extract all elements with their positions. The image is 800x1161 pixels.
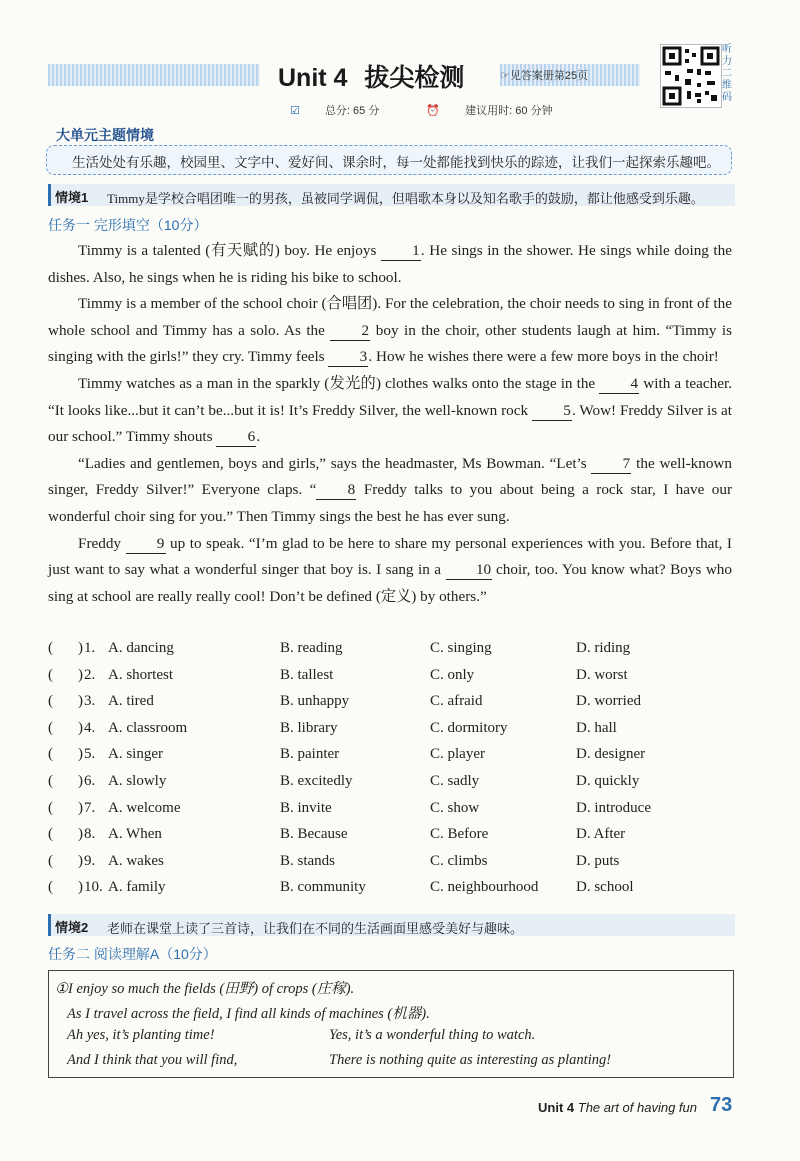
answer-paren-open[interactable]: ( (48, 719, 53, 736)
header-bar-left (48, 64, 260, 86)
scene-2-text: 老师在课堂上读了三首诗，让我们在不同的生活画面里感受美好与趣味。 (107, 921, 524, 936)
question-number: 9. (84, 852, 96, 869)
checkbox-icon: ☑ (290, 105, 300, 117)
blank-10[interactable]: 10 (446, 561, 492, 580)
pointer-icon: ☞ (500, 70, 510, 82)
blank-1[interactable]: 1 (381, 242, 421, 261)
test-meta (290, 102, 597, 118)
question-row (48, 773, 748, 797)
option-d[interactable]: D. worried (576, 693, 641, 710)
answer-paren-close: ) (78, 746, 83, 763)
answer-paren-open[interactable]: ( (48, 640, 53, 656)
footer-title: The art of having fun (577, 1100, 697, 1115)
option-d[interactable]: D. hall (576, 719, 617, 736)
option-b[interactable]: B. Because (280, 826, 348, 843)
page-header (0, 0, 800, 130)
qr-code[interactable] (660, 44, 722, 108)
footer-unit: Unit 4 (538, 1100, 575, 1115)
option-c[interactable]: C. sadly (430, 773, 480, 789)
option-d[interactable]: D. After (576, 826, 626, 843)
answer-paren-close: ) (78, 666, 83, 683)
unit-test-title: 拔尖检测 (364, 64, 465, 92)
answer-paren-open[interactable]: ( (48, 773, 53, 789)
option-b[interactable]: B. tallest (280, 666, 334, 683)
question-row (48, 879, 748, 903)
question-row (48, 667, 748, 691)
blank-4[interactable]: 4 (599, 375, 639, 394)
question-number: 5. (84, 746, 96, 763)
answer-paren-close: ) (78, 852, 83, 869)
answer-reference: ☞见答案册第25页 (500, 70, 589, 82)
question-row (48, 693, 748, 717)
answer-paren-close: ) (78, 773, 83, 789)
option-c[interactable]: C. player (430, 746, 485, 763)
option-b[interactable]: B. stands (280, 852, 336, 869)
answer-paren-close: ) (78, 879, 83, 896)
option-b[interactable]: B. invite (280, 799, 332, 816)
option-d[interactable]: D. quickly (576, 773, 640, 789)
paragraph-1: Timmy is a talented (有天赋的) boy. He enjoys 1. He sings in the shower. He sings while doing the dishes. Also, he sings when he is riding his bike to school. (48, 242, 732, 286)
suggested-time: ⏰ 建议用时: 60 分钟 (426, 105, 553, 117)
page-number: 73 (710, 1094, 733, 1116)
option-d[interactable]: D. riding (576, 640, 631, 656)
question-number: 8. (84, 826, 96, 843)
option-a[interactable]: A. dancing (108, 640, 174, 656)
answer-paren-open[interactable]: ( (48, 693, 53, 710)
qr-code-icon (661, 45, 721, 107)
poem-line-3b: Yes, it’s a wonderful thing to watch. (329, 1027, 536, 1043)
answer-paren-close: ) (78, 640, 83, 656)
theme-label: 大单元主题情境 (56, 127, 154, 143)
blank-2[interactable]: 2 (330, 322, 370, 341)
option-c[interactable]: C. neighbourhood (430, 879, 539, 896)
answer-paren-close: ) (78, 826, 83, 843)
option-d[interactable]: D. designer (576, 746, 646, 763)
option-a[interactable]: A. tired (108, 693, 154, 710)
blank-5[interactable]: 5 (532, 402, 572, 421)
page-footer (538, 1100, 697, 1115)
page-title (278, 58, 464, 94)
scene-1-label: 情境1 (55, 190, 89, 205)
paragraph-5: Freddy 9 up to speak. “I’m glad to be here to share my personal experiences with you. Before that, I just want to say what a wonderful singer that boy is. I sang in a 10 choir, too. You know what? Boys who sing at school are really really cool! Don’t be defined (定义) by others.” (48, 534, 732, 605)
option-a[interactable]: A. shortest (108, 666, 173, 683)
option-a[interactable]: A. family (108, 879, 166, 896)
question-row (48, 800, 748, 824)
question-number: 6. (84, 773, 96, 789)
poem-line-4a: And I think that you will find, (67, 1052, 238, 1068)
theme-text: 生活处处有乐趣，校园里、文字中、爱好间、课余时，每一处都能找到快乐的踪迹，让我们一起探索乐趣吧。 (72, 155, 720, 170)
question-number: 7. (84, 799, 96, 816)
clock-icon: ⏰ (426, 105, 441, 117)
option-d[interactable]: D. puts (576, 852, 620, 869)
option-b[interactable]: B. library (280, 719, 338, 736)
poem-line-3a: Ah yes, it’s planting time! (67, 1027, 215, 1043)
option-a[interactable]: A. singer (108, 746, 163, 763)
option-d[interactable]: D. introduce (576, 799, 651, 816)
option-b[interactable]: B. reading (280, 640, 343, 656)
option-d[interactable]: D. school (576, 879, 634, 896)
question-number: 2. (84, 666, 96, 683)
poem-line-2: As I travel across the field, I find all kinds of machines (机器). (67, 1006, 430, 1022)
answer-paren-open[interactable]: ( (48, 879, 53, 896)
option-c[interactable]: C. Before (430, 826, 489, 843)
blank-7[interactable]: 7 (591, 455, 631, 474)
question-row (48, 826, 748, 850)
task-2-label: 任务二 阅读理解A（10分） (48, 946, 217, 962)
paragraph-4: “Ladies and gentlemen, boys and girls,” says the headmaster, Ms Bowman. “Let’s 7 the well-known singer, Freddy Silver!” Everyone claps. “ 8 Freddy talks to you about being a rock star, I have our wonderful choir sing for you.” Then Timmy sings the best he has ever sung. (48, 454, 733, 525)
scene-1-text: Timmy是学校合唱团唯一的男孩，虽被同学调侃，但唱歌本身以及知名歌手的鼓励，都让他感受到乐趣。 (107, 191, 704, 206)
option-b[interactable]: B. excitedly (280, 773, 353, 789)
answer-paren-open[interactable]: ( (48, 852, 53, 869)
option-b[interactable]: B. painter (280, 746, 340, 763)
poem-line-4b: There is nothing quite as interesting as planting! (329, 1052, 612, 1068)
question-number: 4. (84, 719, 96, 736)
question-row (48, 720, 748, 744)
question-number: 10. (84, 879, 103, 896)
option-c[interactable]: C. only (430, 666, 475, 683)
option-b[interactable]: B. community (280, 879, 366, 896)
answer-paren-close: ) (78, 693, 83, 710)
option-c[interactable]: C. climbs (430, 852, 488, 869)
scene-2-label: 情境2 (55, 920, 89, 935)
scene-1-banner (48, 184, 735, 206)
question-number: 1. (84, 640, 96, 656)
scene-2-banner (48, 914, 735, 936)
total-score: ☑ 总分: 65 分 (290, 105, 380, 117)
poem-box (48, 970, 734, 1078)
paragraph-3: Timmy watches as a man in the sparkly (发光的) clothes walks onto the stage in the 4 with a teacher. “It looks like...but it can’t be...but it is! It’s Freddy Silver, the well-known rock 5. Wow! Freddy Silver is at our school.” Timmy shouts 6. (48, 374, 733, 446)
unit-number: Unit 4 (278, 64, 348, 92)
answer-paren-open[interactable]: ( (48, 746, 53, 763)
cloze-passage (48, 238, 732, 610)
blank-3[interactable]: 3 (328, 348, 368, 367)
qr-label: 听力二维码 (722, 44, 732, 103)
paragraph-2: Timmy is a member of the school choir (合唱团). For the celebration, the choir needs to sing in front of the whole school and Timmy has a solo. As the 2 boy in the choir, other students laugh at him. “Timmy is singing with the girls!” they cry. Timmy feels 3. How he wishes there were a few more boys in the choir! (48, 295, 732, 366)
question-number: 3. (84, 693, 96, 710)
option-c[interactable]: C. show (430, 799, 480, 816)
blank-8[interactable]: 8 (316, 481, 356, 500)
option-c[interactable]: C. singing (430, 640, 492, 656)
question-row (48, 746, 748, 770)
poem-line-1: ①I enjoy so much the fields (田野) of crops (庄稼). (55, 981, 355, 997)
option-d[interactable]: D. worst (576, 666, 628, 683)
option-c[interactable]: C. afraid (430, 693, 483, 710)
task-1-label: 任务一 完形填空（10分） (48, 217, 208, 233)
option-a[interactable]: A. classroom (108, 719, 188, 736)
option-a[interactable]: A. welcome (108, 799, 181, 816)
question-row (48, 853, 748, 877)
answer-paren-close: ) (78, 719, 83, 736)
blank-6[interactable]: 6 (216, 428, 256, 447)
option-a[interactable]: A. When (108, 826, 162, 843)
option-c[interactable]: C. dormitory (430, 719, 508, 736)
option-a[interactable]: A. wakes (108, 852, 164, 869)
answer-paren-open[interactable]: ( (48, 826, 53, 843)
answer-paren-open[interactable]: ( (48, 666, 53, 683)
answer-paren-close: ) (78, 799, 83, 816)
question-row (48, 640, 748, 664)
blank-9[interactable]: 9 (126, 535, 166, 554)
option-a[interactable]: A. slowly (108, 773, 167, 789)
answer-paren-open[interactable]: ( (48, 799, 53, 816)
option-b[interactable]: B. unhappy (280, 693, 350, 710)
